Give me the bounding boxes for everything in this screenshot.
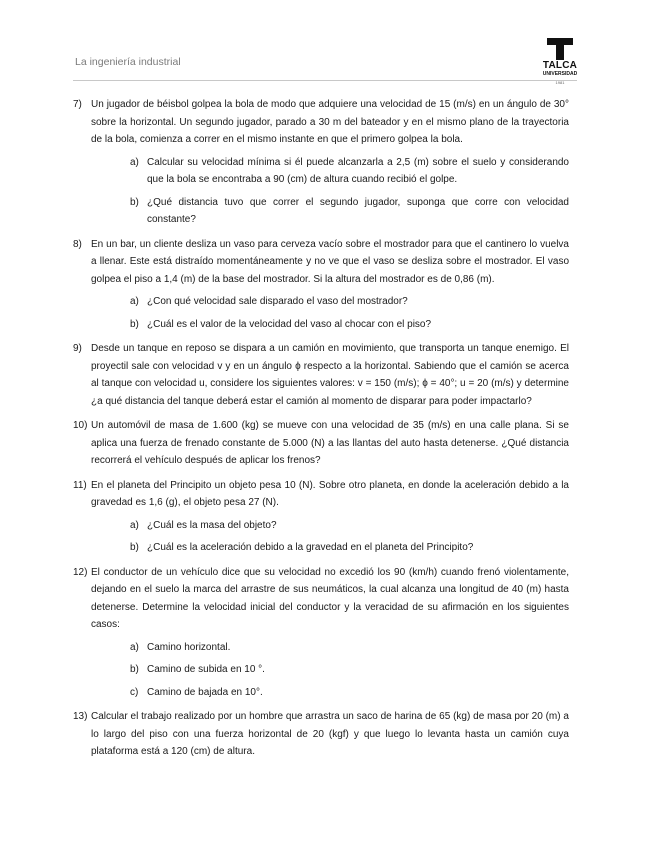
subquestion-label: a): [130, 296, 139, 307]
subquestion-text: Camino de subida en 10 °.: [147, 664, 265, 675]
subquestion-item: [91, 684, 569, 702]
subquestion-item: [91, 639, 569, 657]
header-divider: [73, 80, 577, 81]
problem-text: En el planeta del Principito un objeto pesa 10 (N). Sobre otro planeta, en donde la aceleración debido a la gravedad es 1,6 (g), el objeto pesa 27 (N).: [91, 479, 569, 508]
problem-list: [73, 96, 569, 768]
subquestion-label: a): [130, 641, 139, 653]
subquestion-item: [91, 539, 569, 557]
problem-item: [73, 236, 569, 334]
subquestion-item: [91, 316, 569, 334]
subquestion-text: ¿Cuál es la aceleración debido a la gravedad en el planeta del Principito?: [147, 542, 474, 553]
subquestion-text: Camino horizontal.: [147, 641, 231, 653]
subquestion-item: [91, 661, 569, 679]
problem-number: 9): [73, 343, 82, 354]
problem-number: 11): [73, 479, 87, 491]
problem-text: En un bar, un cliente desliza un vaso para cerveza vacío sobre el mostrador para que el cantinero lo vuelva a llenar. Este está distraído momentáneamente y no ve que el vaso se desliza sobre el mostrador. El vaso golpea el piso a 1,4 (m) de la base del mostrador. Si la altura del mostrador es de 0,86 (m).: [91, 238, 569, 285]
logo-t-icon: [547, 38, 573, 60]
subquestion-text: Calcular su velocidad mínima si él puede alcanzarla a 2,5 (m) sobre el suelo y considerando que la bola se encontraba a 90 (cm) de altura cuando recibió el golpe.: [147, 156, 569, 185]
logo-name: TALCA: [542, 60, 578, 71]
problem-text: Un automóvil de masa de 1.600 (kg) se mueve con una velocidad de 35 (m/s) en una calle plana. Si se aplica una fuerza de frenado constante de 5.000 (N) a las llantas del auto hasta detenerse. ¿Qué distancia recorrerá el vehículo después de aplicar los frenos?: [91, 420, 569, 466]
problem-item: [73, 477, 569, 557]
subquestion-label: b): [130, 196, 139, 208]
subquestion-label: b): [130, 318, 139, 330]
problem-item: [73, 417, 569, 470]
subquestion-label: c): [130, 686, 139, 698]
problem-number: 12): [73, 566, 88, 578]
subquestion-label: a): [130, 156, 139, 168]
logo-year: 1981: [555, 80, 565, 85]
problem-item: [73, 340, 569, 410]
subquestion-label: a): [130, 519, 139, 531]
subquestion-text: ¿Cuál es la masa del objeto?: [147, 519, 277, 531]
logo-subtitle: UNIVERSIDAD: [542, 71, 578, 77]
problem-number: 13): [73, 711, 88, 722]
subquestion-text: ¿Con qué velocidad sale disparado el vaso del mostrador?: [147, 296, 408, 307]
subquestion-item: [91, 154, 569, 189]
subquestion-text: ¿Qué distancia tuvo que correr el segundo jugador, suponga que corre con velocidad constante?: [147, 196, 569, 225]
problem-number: 10): [73, 420, 88, 431]
subquestion-item: [91, 293, 569, 311]
problem-item: [73, 564, 569, 702]
subquestion-text: ¿Cuál es el valor de la velocidad del vaso al chocar con el piso?: [147, 318, 432, 330]
problem-text: El conductor de un vehículo dice que su velocidad no excedió los 90 (km/h) cuando frenó violentamente, dejando en el suelo la marca del arrastre de sus neumáticos, la cual alcanza una longitud de 40 (m) hasta detenerse. Determine la velocidad inicial del conductor y la veracidad de su afirmación en los siguientes casos:: [91, 566, 569, 630]
problem-item: [73, 96, 569, 229]
problem-text: Calcular el trabajo realizado por un hombre que arrastra un saco de harina de 65 (kg) de masa por 20 (m) a lo largo del piso con una fuerza horizontal de 20 (kgf) y que luego lo levanta hasta un camión cuya plataforma está a 120 (cm) de altura.: [91, 711, 569, 757]
problem-item: [73, 708, 569, 761]
header-title: La ingeniería industrial: [75, 56, 181, 68]
problem-number: 7): [73, 99, 82, 110]
subquestion-label: b): [130, 542, 139, 553]
subquestion-item: [91, 194, 569, 229]
subquestion-text: Camino de bajada en 10°.: [147, 686, 263, 698]
problem-number: 8): [73, 238, 82, 250]
subquestion-item: [91, 517, 569, 535]
university-logo: [538, 38, 582, 96]
problem-text: Un jugador de béisbol golpea la bola de modo que adquiere una velocidad de 15 (m/s) en un ángulo de 30° sobre la horizontal. Un segundo jugador, parado a 30 m del bateador y en el mismo plano de la trayectoria de la bola, comienza a correr en el mismo instante en que el primero golpea la bola.: [91, 99, 569, 145]
problem-text: Desde un tanque en reposo se dispara a un camión en movimiento, que transporta un tanque enemigo. El proyectil sale con velocidad v y en un ángulo ϕ respecto a la horizontal. Sabiendo que el camión se acerca al tanque con velocidad u, considere los siguientes valores: v = 150 (m/s); ϕ = 40°; u = 20 (m/s) y determine ¿a qué distancia del tanque deberá estar el camión al momento de disparar para poder impactarlo?: [91, 343, 569, 407]
subquestion-label: b): [130, 664, 139, 675]
